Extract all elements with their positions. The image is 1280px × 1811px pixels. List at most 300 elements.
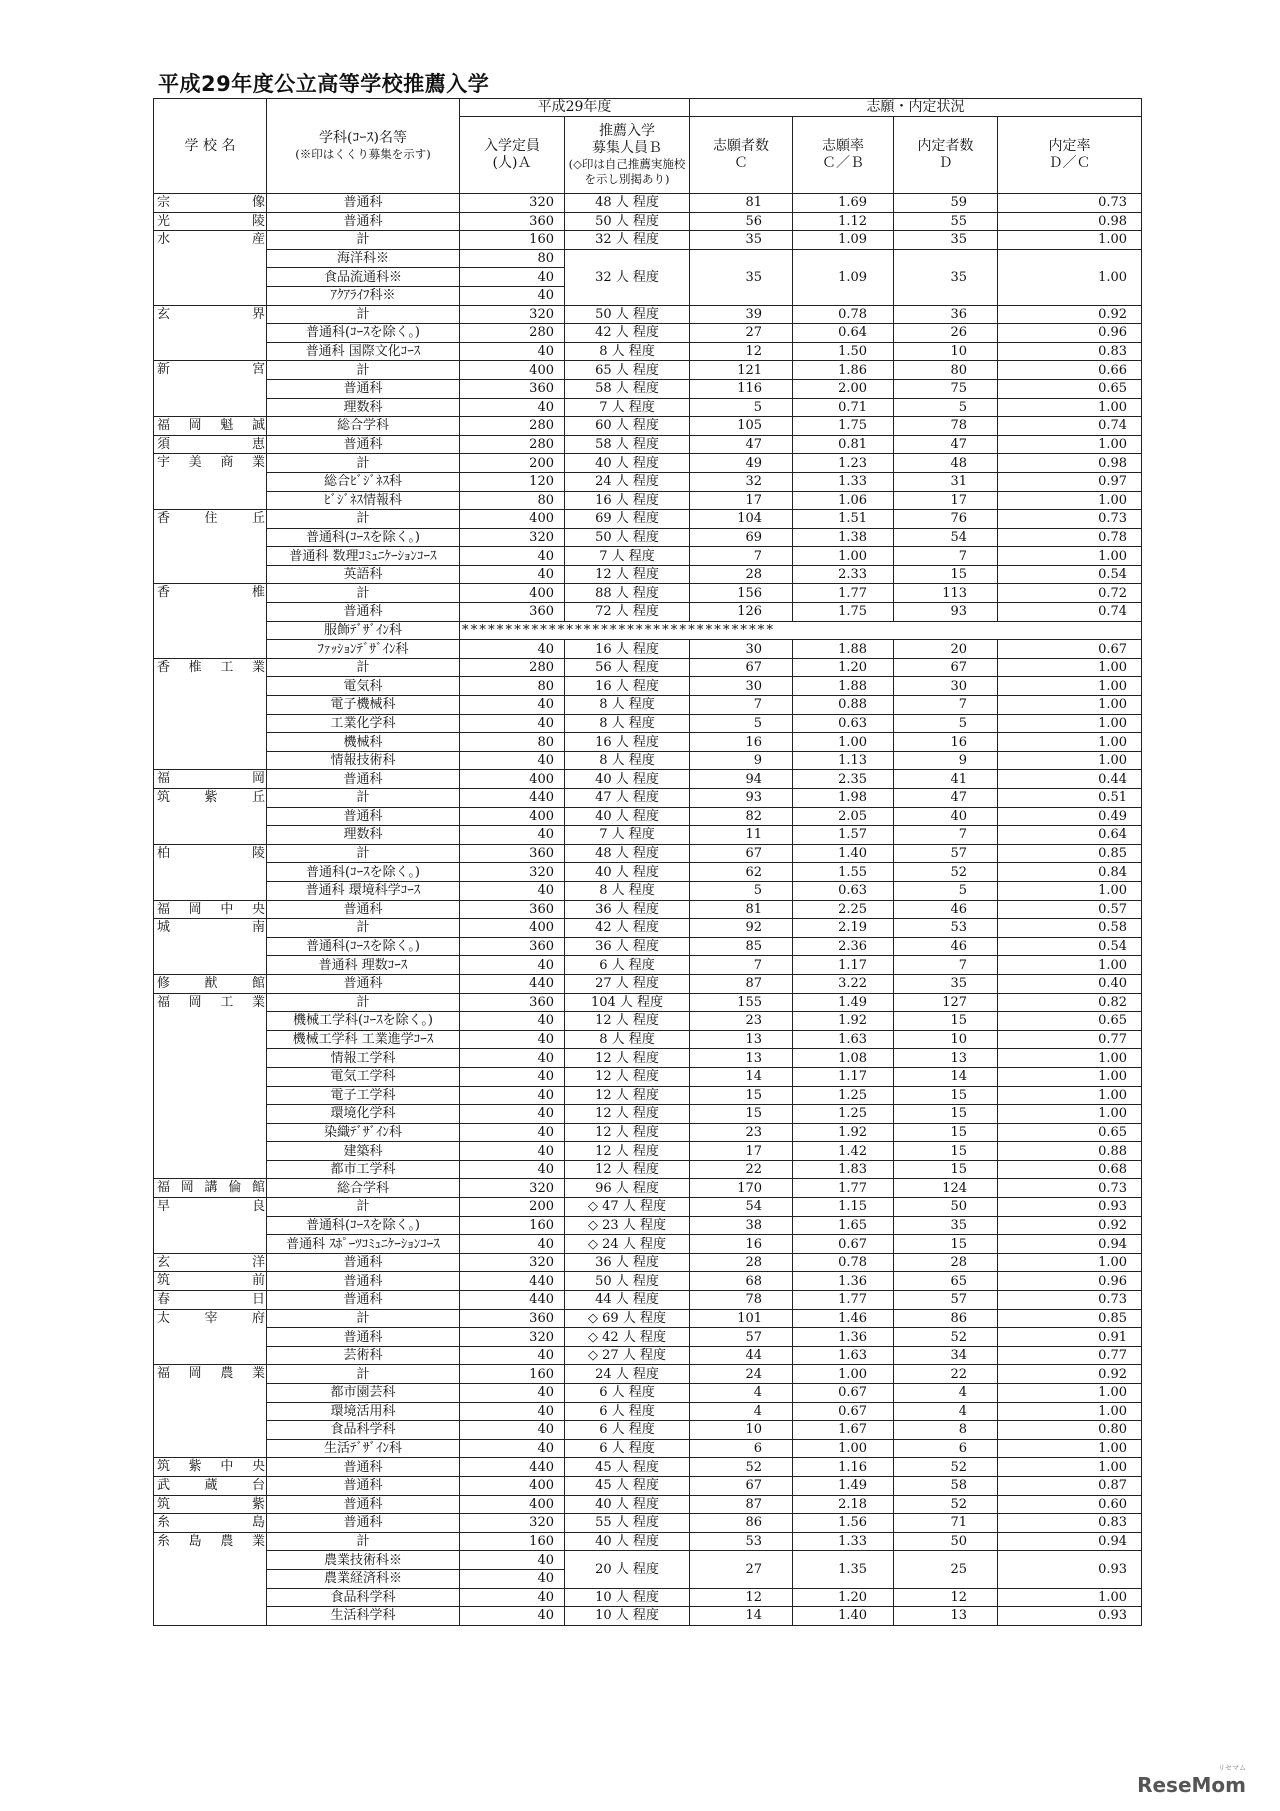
recommend-quota-value: 12 人 程度 [565,1105,690,1124]
capacity-value: 360 [460,900,565,919]
department-name: 建築科 [267,1142,460,1161]
recommend-quota-value: 40 人 程度 [565,770,690,789]
table-row [154,658,1142,677]
school-name-text: 城南 [157,920,265,936]
offer-rate-value: 0.74 [998,417,1142,436]
school-name [154,305,267,361]
recommend-quota-value: 32 人 程度 [565,231,690,250]
applicants-value: 16 [690,1235,793,1254]
table-row [154,677,1142,696]
application-ratio-value: 1.50 [793,342,894,361]
offer-rate-value: 0.40 [998,974,1142,993]
recommend-quota-value: 60 人 程度 [565,417,690,436]
department-name: 計 [267,1198,460,1217]
offer-rate-value: 0.77 [998,1346,1142,1365]
offer-rate-value: 0.67 [998,640,1142,659]
table-row [154,305,1142,324]
recommend-quota-value: 24 人 程度 [565,1365,690,1384]
application-ratio-value: 2.36 [793,937,894,956]
capacity-value: 40 [460,1607,565,1626]
offer-rate-value: 0.93 [998,1607,1142,1626]
offer-rate-value: 0.84 [998,863,1142,882]
table-row [154,714,1142,733]
department-name: 普通科 [267,900,460,919]
capacity-value: 40 [460,751,565,770]
applicants-value: 81 [690,900,793,919]
application-ratio-value: 1.40 [793,844,894,863]
capacity-value: 80 [460,249,565,268]
recommend-quota-value: 8 人 程度 [565,714,690,733]
offer-rate-value: 0.85 [998,1309,1142,1328]
school-name [154,658,267,770]
recommend-quota-value: 16 人 程度 [565,733,690,752]
applicants-value: 22 [690,1160,793,1179]
department-name: 普通科 [267,379,460,398]
capacity-value: 40 [460,286,565,305]
school-name [154,361,267,417]
offers-value: 15 [894,1086,998,1105]
offers-value: 9 [894,751,998,770]
application-ratio-value: 1.23 [793,454,894,473]
offer-rate-value: 1.00 [998,491,1142,510]
application-ratio-value: 1.75 [793,417,894,436]
applicants-value: 104 [690,510,793,529]
recommend-quota-value: 10 人 程度 [565,1588,690,1607]
department-name: 電気工学科 [267,1067,460,1086]
offers-value: 52 [894,1458,998,1477]
department-name: 普通科 [267,212,460,231]
offers-value: 50 [894,1198,998,1217]
offers-value: 26 [894,324,998,343]
department-name: 理数科 [267,398,460,417]
application-ratio-value: 1.13 [793,751,894,770]
application-ratio-value: 1.08 [793,1049,894,1068]
offer-rate-value: 1.00 [998,1458,1142,1477]
capacity-value: 280 [460,658,565,677]
not-recruited-marker: ************************************ [460,621,1142,640]
application-ratio-value: 1.46 [793,1309,894,1328]
offer-rate-value: 1.00 [998,231,1142,250]
applicants-value: 52 [690,1458,793,1477]
capacity-value: 320 [460,1179,565,1198]
recommend-quota-value: 7 人 程度 [565,398,690,417]
application-ratio-value: 1.63 [793,1030,894,1049]
application-ratio-value: 0.71 [793,398,894,417]
applicants-value: 17 [690,491,793,510]
capacity-value: 400 [460,1476,565,1495]
offers-value: 50 [894,1532,998,1551]
recommend-quota-value: ◇ 23 人 程度 [565,1216,690,1235]
offers-value: 52 [894,863,998,882]
application-ratio-value: 1.06 [793,491,894,510]
offer-rate-value: 1.00 [998,1384,1142,1403]
recommend-quota-value: 16 人 程度 [565,640,690,659]
capacity-value: 360 [460,603,565,622]
recommend-quota-value: 8 人 程度 [565,881,690,900]
school-name-text: 筑紫丘 [157,790,265,805]
recommend-quota-value: 7 人 程度 [565,547,690,566]
applicants-value: 24 [690,1365,793,1384]
offer-rate-value: 0.96 [998,324,1142,343]
offer-rate-value: 0.65 [998,379,1142,398]
table-row [154,807,1142,826]
capacity-value: 320 [460,863,565,882]
document-title: 平成29年度公立高等学校推薦入学 [158,72,490,96]
applicants-value: 170 [690,1179,793,1198]
capacity-value: 440 [460,1291,565,1310]
department-name: 普通科 数理ｺﾐｭﾆｹｰｼｮﾝｺｰｽ [267,547,460,566]
department-name: 計 [267,789,460,808]
applicants-value: 28 [690,1253,793,1272]
capacity-value: 120 [460,472,565,491]
offer-rate-value: 1.00 [998,751,1142,770]
capacity-value: 40 [460,268,565,287]
department-name: 海洋科※ [267,249,460,268]
application-ratio-value: 2.18 [793,1495,894,1514]
offers-value: 7 [894,696,998,715]
application-ratio-value: 0.67 [793,1384,894,1403]
applicants-value: 30 [690,677,793,696]
capacity-value: 400 [460,1495,565,1514]
table-row [154,231,1142,250]
department-name: 総合ﾋﾞｼﾞﾈｽ科 [267,472,460,491]
offers-value: 36 [894,305,998,324]
offers-value: 40 [894,807,998,826]
capacity-value: 160 [460,1216,565,1235]
offer-rate-value: 0.88 [998,1142,1142,1161]
capacity-value: 40 [460,342,565,361]
offers-value: 15 [894,1235,998,1254]
offers-value: 15 [894,1123,998,1142]
applicants-value: 12 [690,1588,793,1607]
school-name [154,770,267,789]
department-name: 普通科 [267,1328,460,1347]
offer-rate-value: 0.92 [998,305,1142,324]
capacity-value: 80 [460,677,565,696]
offers-value: 4 [894,1402,998,1421]
recommend-quota-value: 6 人 程度 [565,1439,690,1458]
offer-rate-value: 0.94 [998,1532,1142,1551]
capacity-value: 40 [460,696,565,715]
offer-rate-value: 1.00 [998,733,1142,752]
offer-rate-value: 0.92 [998,1216,1142,1235]
header-offer-rate: 内定率 Ｄ／Ｃ [998,117,1142,194]
offer-rate-value: 1.00 [998,1439,1142,1458]
department-name: 計 [267,305,460,324]
school-name [154,974,267,993]
table-row [154,1439,1142,1458]
department-name: 農業経済科※ [267,1569,460,1588]
table-row [154,603,1142,622]
offers-value: 28 [894,1253,998,1272]
applicants-value: 92 [690,919,793,938]
offers-value: 41 [894,770,998,789]
capacity-value: 400 [460,807,565,826]
application-ratio-value: 0.78 [793,305,894,324]
application-ratio-value: 0.67 [793,1402,894,1421]
offer-rate-value: 1.00 [998,714,1142,733]
department-name: 計 [267,510,460,529]
offers-value: 7 [894,956,998,975]
table-body [154,194,1142,1626]
header-applicants: 志願者数 Ｃ [690,117,793,194]
header-application-ratio: 志願率 Ｃ／Ｂ [793,117,894,194]
offers-value: 124 [894,1179,998,1198]
offers-value: 8 [894,1421,998,1440]
school-name-text: 福岡 [157,771,265,787]
offer-rate-value: 0.73 [998,510,1142,529]
applicants-value: 9 [690,751,793,770]
offers-value: 55 [894,212,998,231]
capacity-value: 40 [460,1030,565,1049]
applicants-value: 47 [690,435,793,454]
school-name-text: 柏陵 [157,845,265,861]
application-ratio-value: 1.25 [793,1105,894,1124]
department-name: ﾌｧｯｼｮﾝﾃﾞｻﾞｲﾝ科 [267,640,460,659]
table-row [154,1532,1142,1551]
offers-value: 54 [894,528,998,547]
table-row [154,881,1142,900]
application-ratio-value: 2.33 [793,565,894,584]
recommend-quota-value: 58 人 程度 [565,379,690,398]
department-name: 総合学科 [267,1179,460,1198]
table-row [154,212,1142,231]
recommend-quota-value: 20 人 程度 [565,1551,690,1588]
table-row [154,1476,1142,1495]
applicants-value: 93 [690,789,793,808]
offer-rate-value: 1.00 [998,1105,1142,1124]
table-row [154,417,1142,436]
recommend-quota-value: 16 人 程度 [565,491,690,510]
applicants-value: 156 [690,584,793,603]
department-name: 計 [267,844,460,863]
capacity-value: 160 [460,231,565,250]
table-row [154,472,1142,491]
school-name-text: 春日 [157,1292,265,1308]
school-name-text: 糸島農業 [157,1533,265,1549]
offers-value: 7 [894,826,998,845]
offers-value: 35 [894,974,998,993]
recommend-quota-value: 8 人 程度 [565,696,690,715]
school-name-text: 武蔵台 [157,1477,265,1493]
school-name-text: 香椎 [157,585,265,601]
applicants-value: 155 [690,993,793,1012]
capacity-value: 320 [460,305,565,324]
offer-rate-value: 1.00 [998,435,1142,454]
school-name [154,1495,267,1514]
recommend-quota-value: 6 人 程度 [565,1402,690,1421]
recommend-quota-value: ◇ 47 人 程度 [565,1198,690,1217]
table-row [154,1067,1142,1086]
recommend-quota-value: 50 人 程度 [565,212,690,231]
school-name-text: 玄洋 [157,1254,265,1270]
school-name-text: 水産 [157,232,265,248]
capacity-value: 40 [460,1569,565,1588]
applicants-value: 10 [690,1421,793,1440]
table-row [154,1253,1142,1272]
applicants-value: 94 [690,770,793,789]
department-name: 電子機械科 [267,696,460,715]
admission-table [153,98,1142,1626]
recommend-quota-value: 88 人 程度 [565,584,690,603]
school-name [154,454,267,510]
school-name [154,1532,267,1625]
application-ratio-value: 2.35 [793,770,894,789]
header-recommend-quota: 推薦入学 募集人員Ｂ (◇印は自己推薦実施校 を示し別掲あり) [565,117,690,194]
application-ratio-value: 2.05 [793,807,894,826]
capacity-value: 80 [460,491,565,510]
applicants-value: 14 [690,1067,793,1086]
school-name [154,1253,267,1272]
application-ratio-value: 1.00 [793,1365,894,1384]
offers-value: 75 [894,379,998,398]
offers-value: 13 [894,1049,998,1068]
offers-value: 78 [894,417,998,436]
application-ratio-value: 1.17 [793,1067,894,1086]
recommend-quota-value: 12 人 程度 [565,1012,690,1031]
capacity-value: 360 [460,993,565,1012]
applicants-value: 7 [690,547,793,566]
department-name: 普通科 [267,770,460,789]
application-ratio-value: 1.92 [793,1012,894,1031]
table-row [154,1049,1142,1068]
offer-rate-value: 1.00 [998,1049,1142,1068]
school-name-text: 福岡講倫館 [157,1180,265,1196]
applicants-value: 5 [690,881,793,900]
offers-value: 57 [894,844,998,863]
applicants-value: 27 [690,324,793,343]
table-row [154,789,1142,808]
offer-rate-value: 1.00 [998,696,1142,715]
offer-rate-value: 0.74 [998,603,1142,622]
applicants-value: 87 [690,1495,793,1514]
table-row [154,1198,1142,1217]
offers-value: 46 [894,900,998,919]
applicants-value: 15 [690,1105,793,1124]
application-ratio-value: 0.63 [793,714,894,733]
table-row [154,1384,1142,1403]
table-row [154,1235,1142,1254]
recommend-quota-value: 45 人 程度 [565,1458,690,1477]
capacity-value: 400 [460,510,565,529]
capacity-value: 80 [460,733,565,752]
table-row [154,1123,1142,1142]
school-name-text: 福岡魁誠 [157,418,265,434]
capacity-value: 40 [460,640,565,659]
department-name: 普通科 [267,807,460,826]
school-name-text: 光陵 [157,213,265,229]
department-name: 都市工学科 [267,1160,460,1179]
offers-value: 31 [894,472,998,491]
table-row [154,435,1142,454]
capacity-value: 40 [460,1346,565,1365]
applicants-value: 85 [690,937,793,956]
application-ratio-value: 1.36 [793,1328,894,1347]
offer-rate-value: 1.00 [998,547,1142,566]
capacity-value: 320 [460,1328,565,1347]
offer-rate-value: 0.98 [998,212,1142,231]
offer-rate-value: 0.91 [998,1328,1142,1347]
school-name-text: 玄界 [157,306,265,322]
applicants-value: 67 [690,658,793,677]
offer-rate-value: 1.00 [998,398,1142,417]
application-ratio-value: 0.81 [793,435,894,454]
application-ratio-value: 3.22 [793,974,894,993]
recommend-quota-value: 8 人 程度 [565,1030,690,1049]
applicants-value: 12 [690,342,793,361]
department-name: 総合学科 [267,417,460,436]
table-row [154,249,1142,268]
application-ratio-value: 0.78 [793,1253,894,1272]
department-name: 情報技術科 [267,751,460,770]
recommend-quota-value: 27 人 程度 [565,974,690,993]
school-name [154,1458,267,1477]
table-row [154,510,1142,529]
offer-rate-value: 0.73 [998,1179,1142,1198]
capacity-value: 40 [460,881,565,900]
table-row [154,733,1142,752]
department-name: 芸術科 [267,1346,460,1365]
offers-value: 34 [894,1346,998,1365]
school-name [154,1365,267,1458]
capacity-value: 360 [460,379,565,398]
table-row [154,956,1142,975]
applicants-value: 7 [690,956,793,975]
application-ratio-value: 1.33 [793,1532,894,1551]
recommend-quota-value: 40 人 程度 [565,1495,690,1514]
offer-rate-value: 1.00 [998,1067,1142,1086]
offer-rate-value: 0.83 [998,1514,1142,1533]
offer-rate-value: 0.78 [998,528,1142,547]
applicants-value: 54 [690,1198,793,1217]
applicants-value: 78 [690,1291,793,1310]
recommend-quota-value: 72 人 程度 [565,603,690,622]
capacity-value: 40 [460,1439,565,1458]
department-name: 食品流通科※ [267,268,460,287]
application-ratio-value: 1.63 [793,1346,894,1365]
recommend-quota-value: 8 人 程度 [565,751,690,770]
table-row [154,844,1142,863]
applicants-value: 56 [690,212,793,231]
applicants-value: 62 [690,863,793,882]
recommend-quota-value: 48 人 程度 [565,194,690,213]
department-name: 食品科学科 [267,1588,460,1607]
applicants-value: 116 [690,379,793,398]
table-row [154,565,1142,584]
application-ratio-value: 1.33 [793,472,894,491]
department-name: 食品科学科 [267,1421,460,1440]
department-name: 計 [267,919,460,938]
recommend-quota-value: 8 人 程度 [565,342,690,361]
applicants-value: 4 [690,1384,793,1403]
offer-rate-value: 0.57 [998,900,1142,919]
school-name-text: 香椎工業 [157,659,265,675]
capacity-value: 40 [460,1142,565,1161]
applicants-value: 105 [690,417,793,436]
offer-rate-value: 0.60 [998,1495,1142,1514]
applicants-value: 53 [690,1532,793,1551]
offer-rate-value: 0.82 [998,993,1142,1012]
offer-rate-value: 0.80 [998,1421,1142,1440]
offers-value: 17 [894,491,998,510]
application-ratio-value: 1.49 [793,993,894,1012]
table-row [154,454,1142,473]
recommend-quota-value: 7 人 程度 [565,826,690,845]
application-ratio-value: 1.51 [793,510,894,529]
table-row [154,547,1142,566]
recommend-quota-value: 36 人 程度 [565,937,690,956]
recommend-quota-value: 50 人 程度 [565,1272,690,1291]
